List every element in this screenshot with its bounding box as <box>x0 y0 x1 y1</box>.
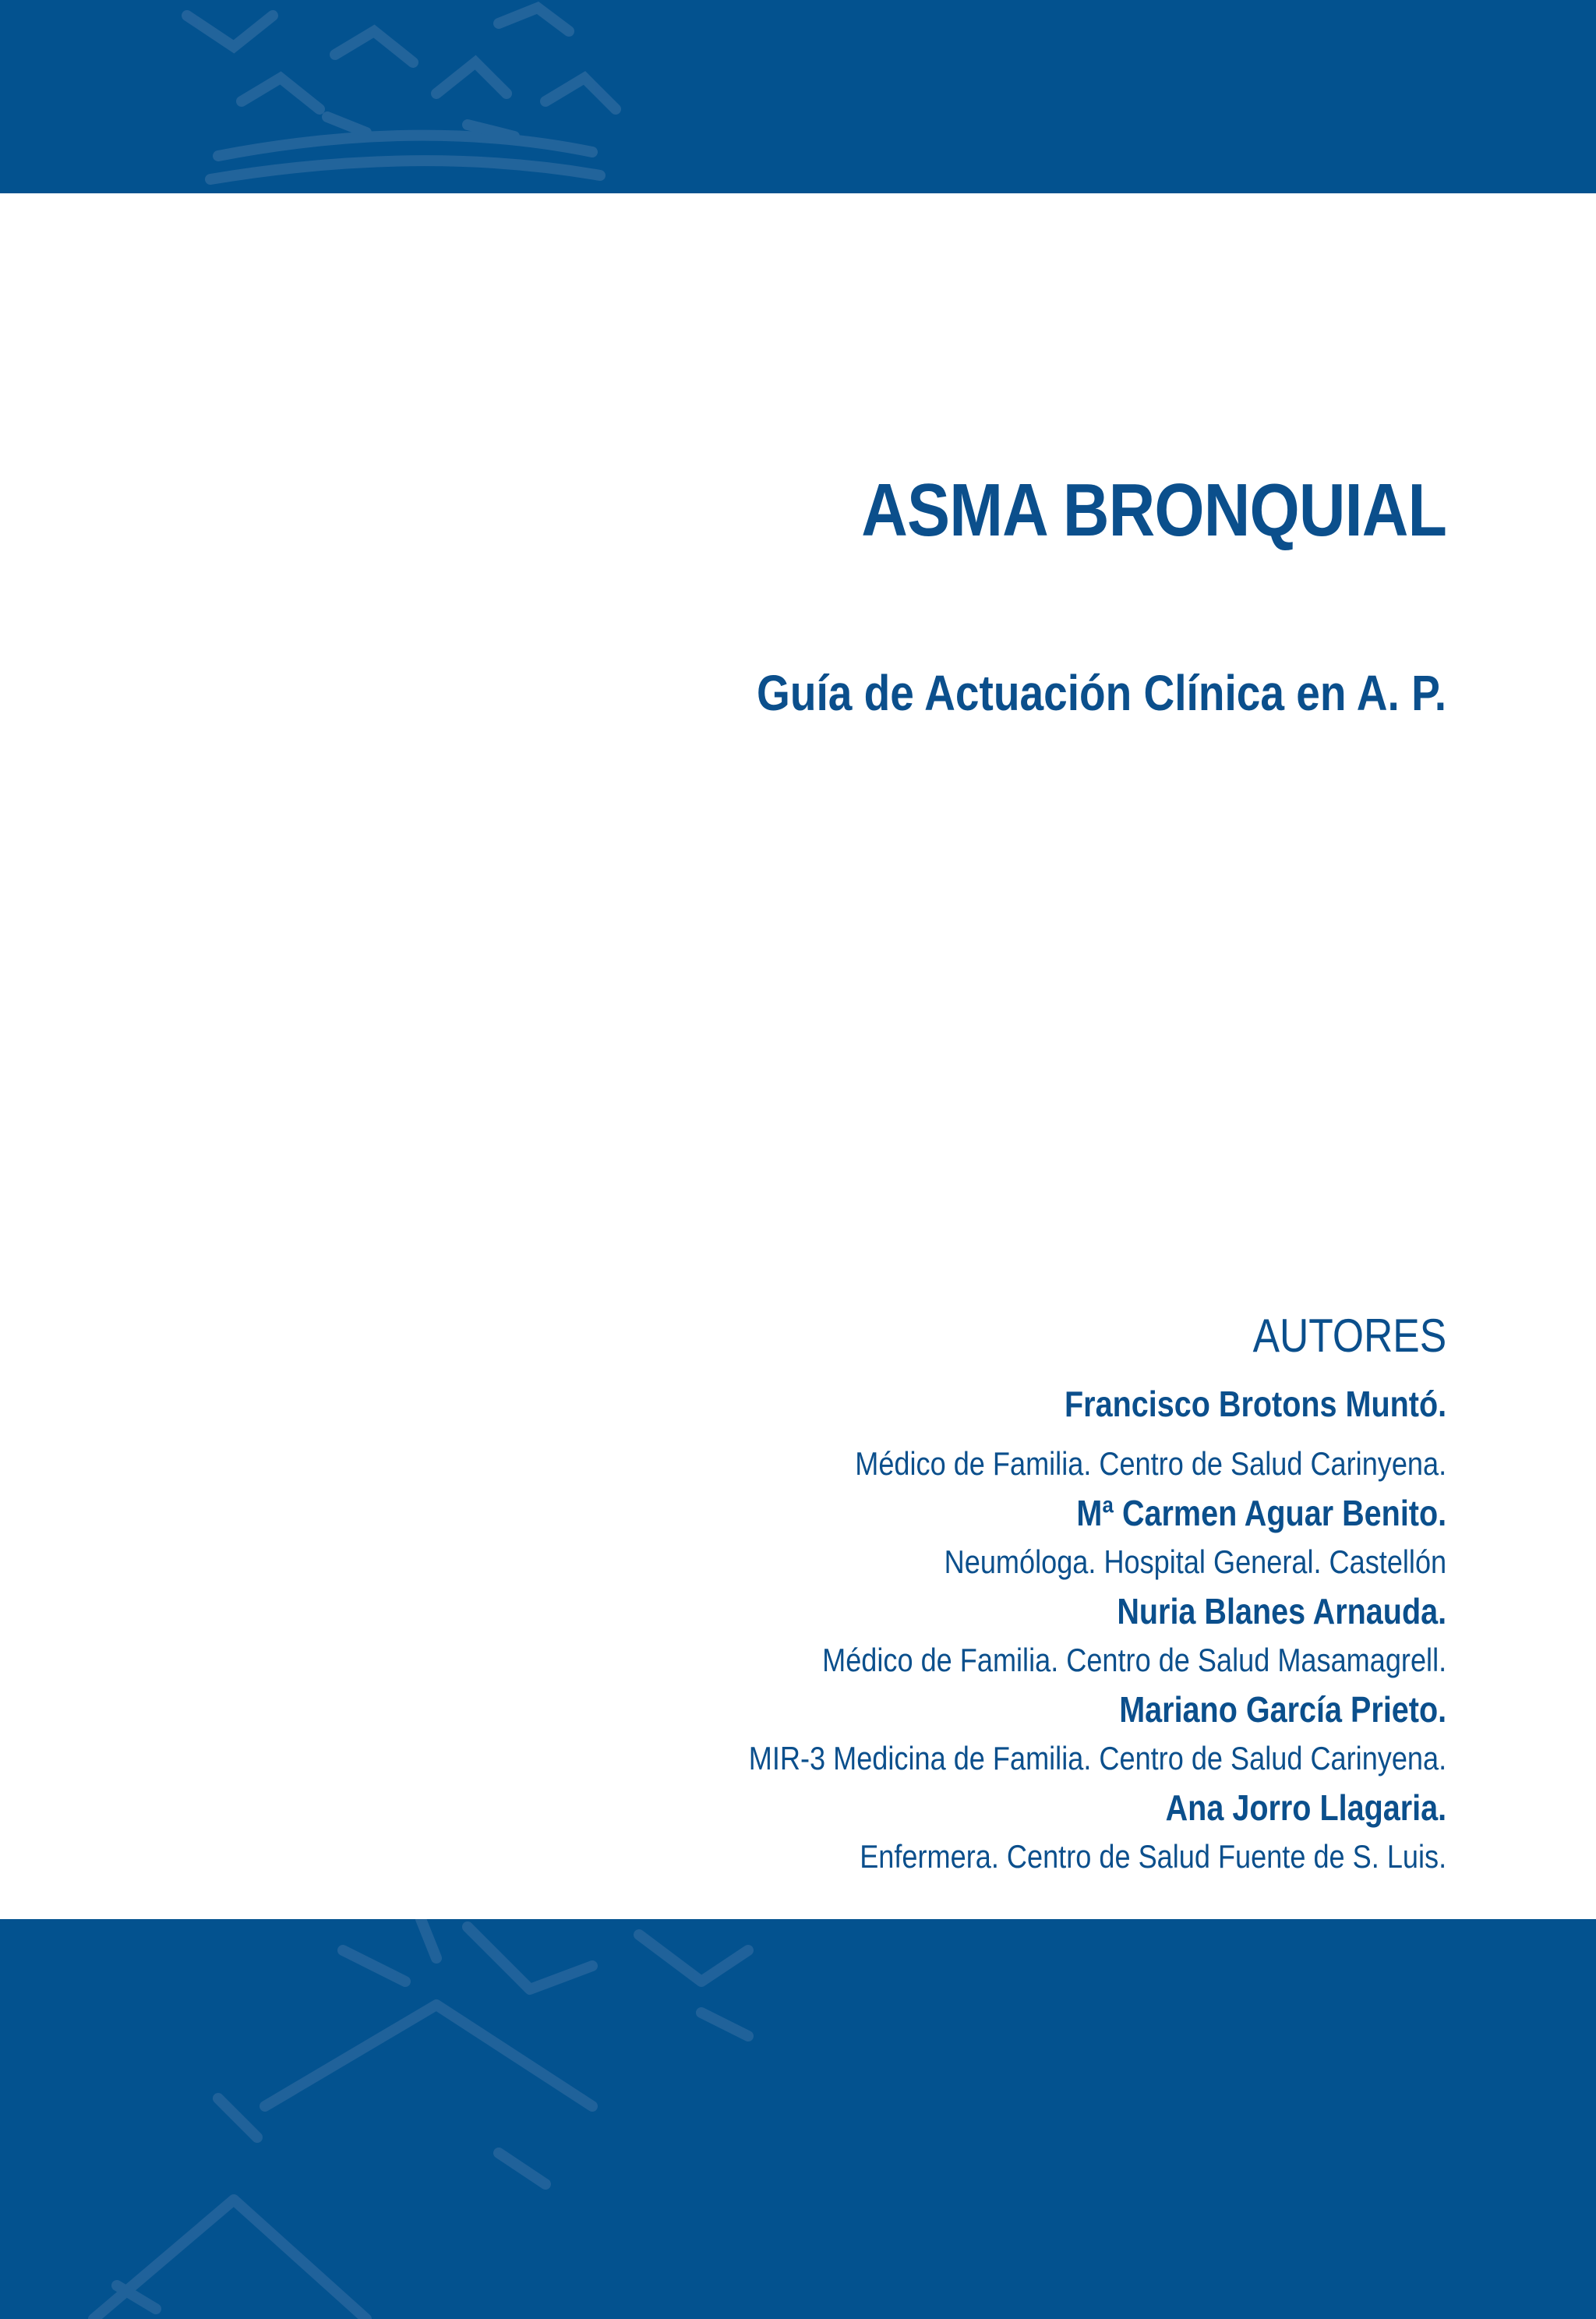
author-list <box>635 1378 1446 1880</box>
author-entry <box>635 1684 1446 1782</box>
author-name: Francisco Brotons Muntó. <box>1064 1384 1446 1424</box>
author-name: Nuria Blanes Arnauda. <box>1117 1591 1446 1631</box>
author-role: Enfermera. Centro de Salud Fuente de S. Luis. <box>860 1838 1446 1875</box>
author-entry <box>635 1782 1446 1880</box>
crown-watermark-icon <box>0 0 1596 193</box>
document-subtitle: Guía de Actuación Clínica en A. P. <box>757 665 1446 721</box>
author-entry <box>635 1487 1446 1585</box>
author-role: Médico de Familia. Centro de Salud Carinyena. <box>855 1445 1446 1482</box>
bottom-band <box>0 1919 1596 2319</box>
author-entry <box>635 1585 1446 1684</box>
author-role: MIR-3 Medicina de Familia. Centro de Salud Carinyena. <box>748 1740 1446 1776</box>
author-name: Mariano García Prieto. <box>1119 1689 1446 1730</box>
top-band <box>0 0 1596 193</box>
author-name: Ana Jorro Llagaria. <box>1165 1787 1446 1828</box>
author-name: Mª Carmen Aguar Benito. <box>1076 1493 1446 1533</box>
authors-section <box>635 1302 1446 1880</box>
author-role: Neumóloga. Hospital General. Castellón <box>944 1543 1446 1580</box>
authors-heading: AUTORES <box>1252 1310 1446 1362</box>
author-entry <box>635 1378 1446 1487</box>
document-title: ASMA BRONQUIAL <box>861 468 1446 552</box>
author-role: Médico de Familia. Centro de Salud Masamagrell. <box>821 1642 1446 1678</box>
emblem-watermark-icon <box>0 1919 1596 2319</box>
